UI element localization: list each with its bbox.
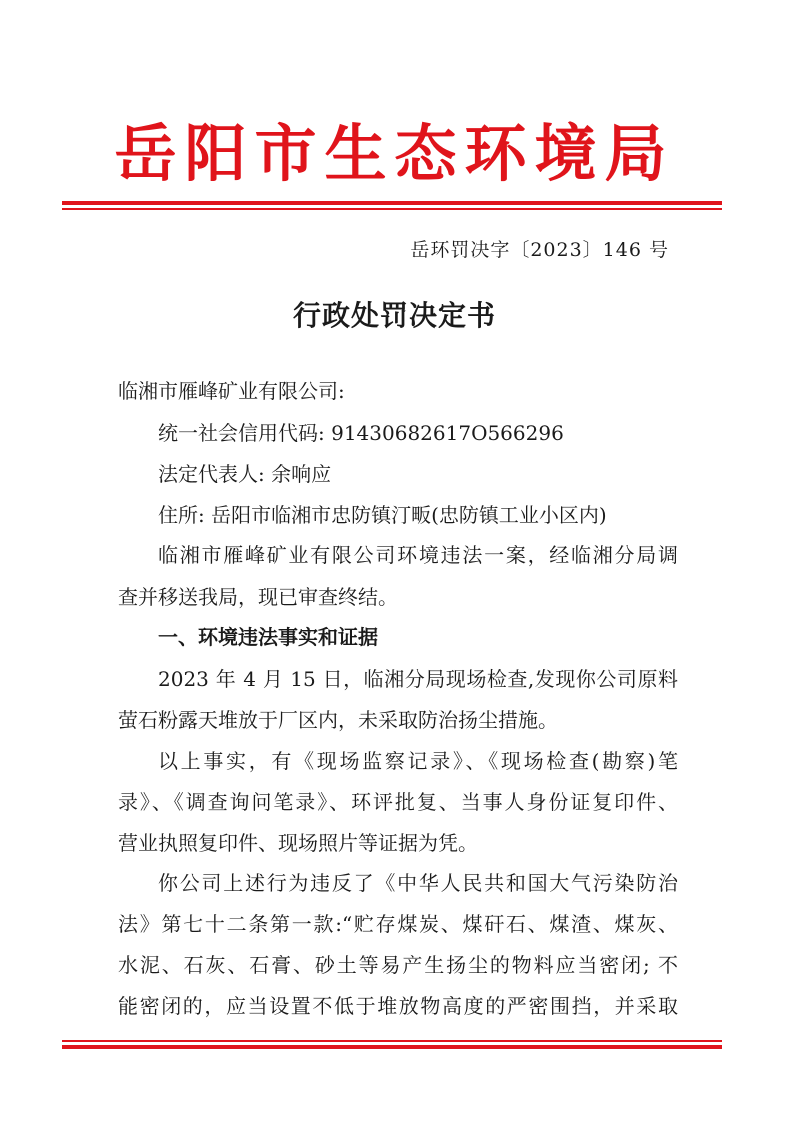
section-heading-facts: 一、环境违法事实和证据 [158,625,378,649]
evidence-line-2: 录》、《调查询问笔录》、环评批复、当事人身份证复印件、 [118,790,678,814]
evidence-line-1: 以上事实，有《现场监察记录》、《现场检查(勘察)笔 [158,749,678,773]
document-number: 岳环罚决字〔2023〕146 号 [410,239,669,261]
legal-representative: 法定代表人: 余响应 [158,462,332,486]
agency-header-title: 岳阳市生态环境局 [114,117,675,190]
footer-red-rule-thick [62,1045,722,1049]
header-red-rule-thick [62,201,722,205]
address: 住所: 岳阳市临湘市忠防镇汀畈(忠防镇工业小区内) [158,503,607,527]
fact-line-2: 萤石粉露天堆放于厂区内，未采取防治扬尘措施。 [118,708,558,732]
intro-line-2: 查并移送我局，现已审查终结。 [118,585,398,609]
credit-code: 统一社会信用代码: 91430682617O566296 [158,421,564,445]
recipient-name: 临湘市雁峰矿业有限公司: [118,379,345,403]
law-line-2: 法》第七十二条第一款:“贮存煤炭、煤矸石、煤渣、煤灰、 [118,912,678,936]
document-title: 行政处罚决定书 [292,299,496,332]
fact-line-1: 2023 年 4 月 15 日，临湘分局现场检查,发现你公司原料 [158,667,678,691]
law-line-4: 能密闭的，应当设置不低于堆放物高度的严密围挡，并采取 [118,994,678,1018]
law-line-1: 你公司上述行为违反了《中华人民共和国大气污染防治 [158,871,678,895]
law-line-3: 水泥、石灰、石膏、砂土等易产生扬尘的物料应当密闭; 不 [118,953,678,977]
evidence-line-3: 营业执照复印件、现场照片等证据为凭。 [118,831,478,855]
footer-red-rule-thin [62,1040,722,1042]
intro-line-1: 临湘市雁峰矿业有限公司环境违法一案，经临湘分局调 [158,543,678,567]
header-red-rule-thin [62,208,722,210]
